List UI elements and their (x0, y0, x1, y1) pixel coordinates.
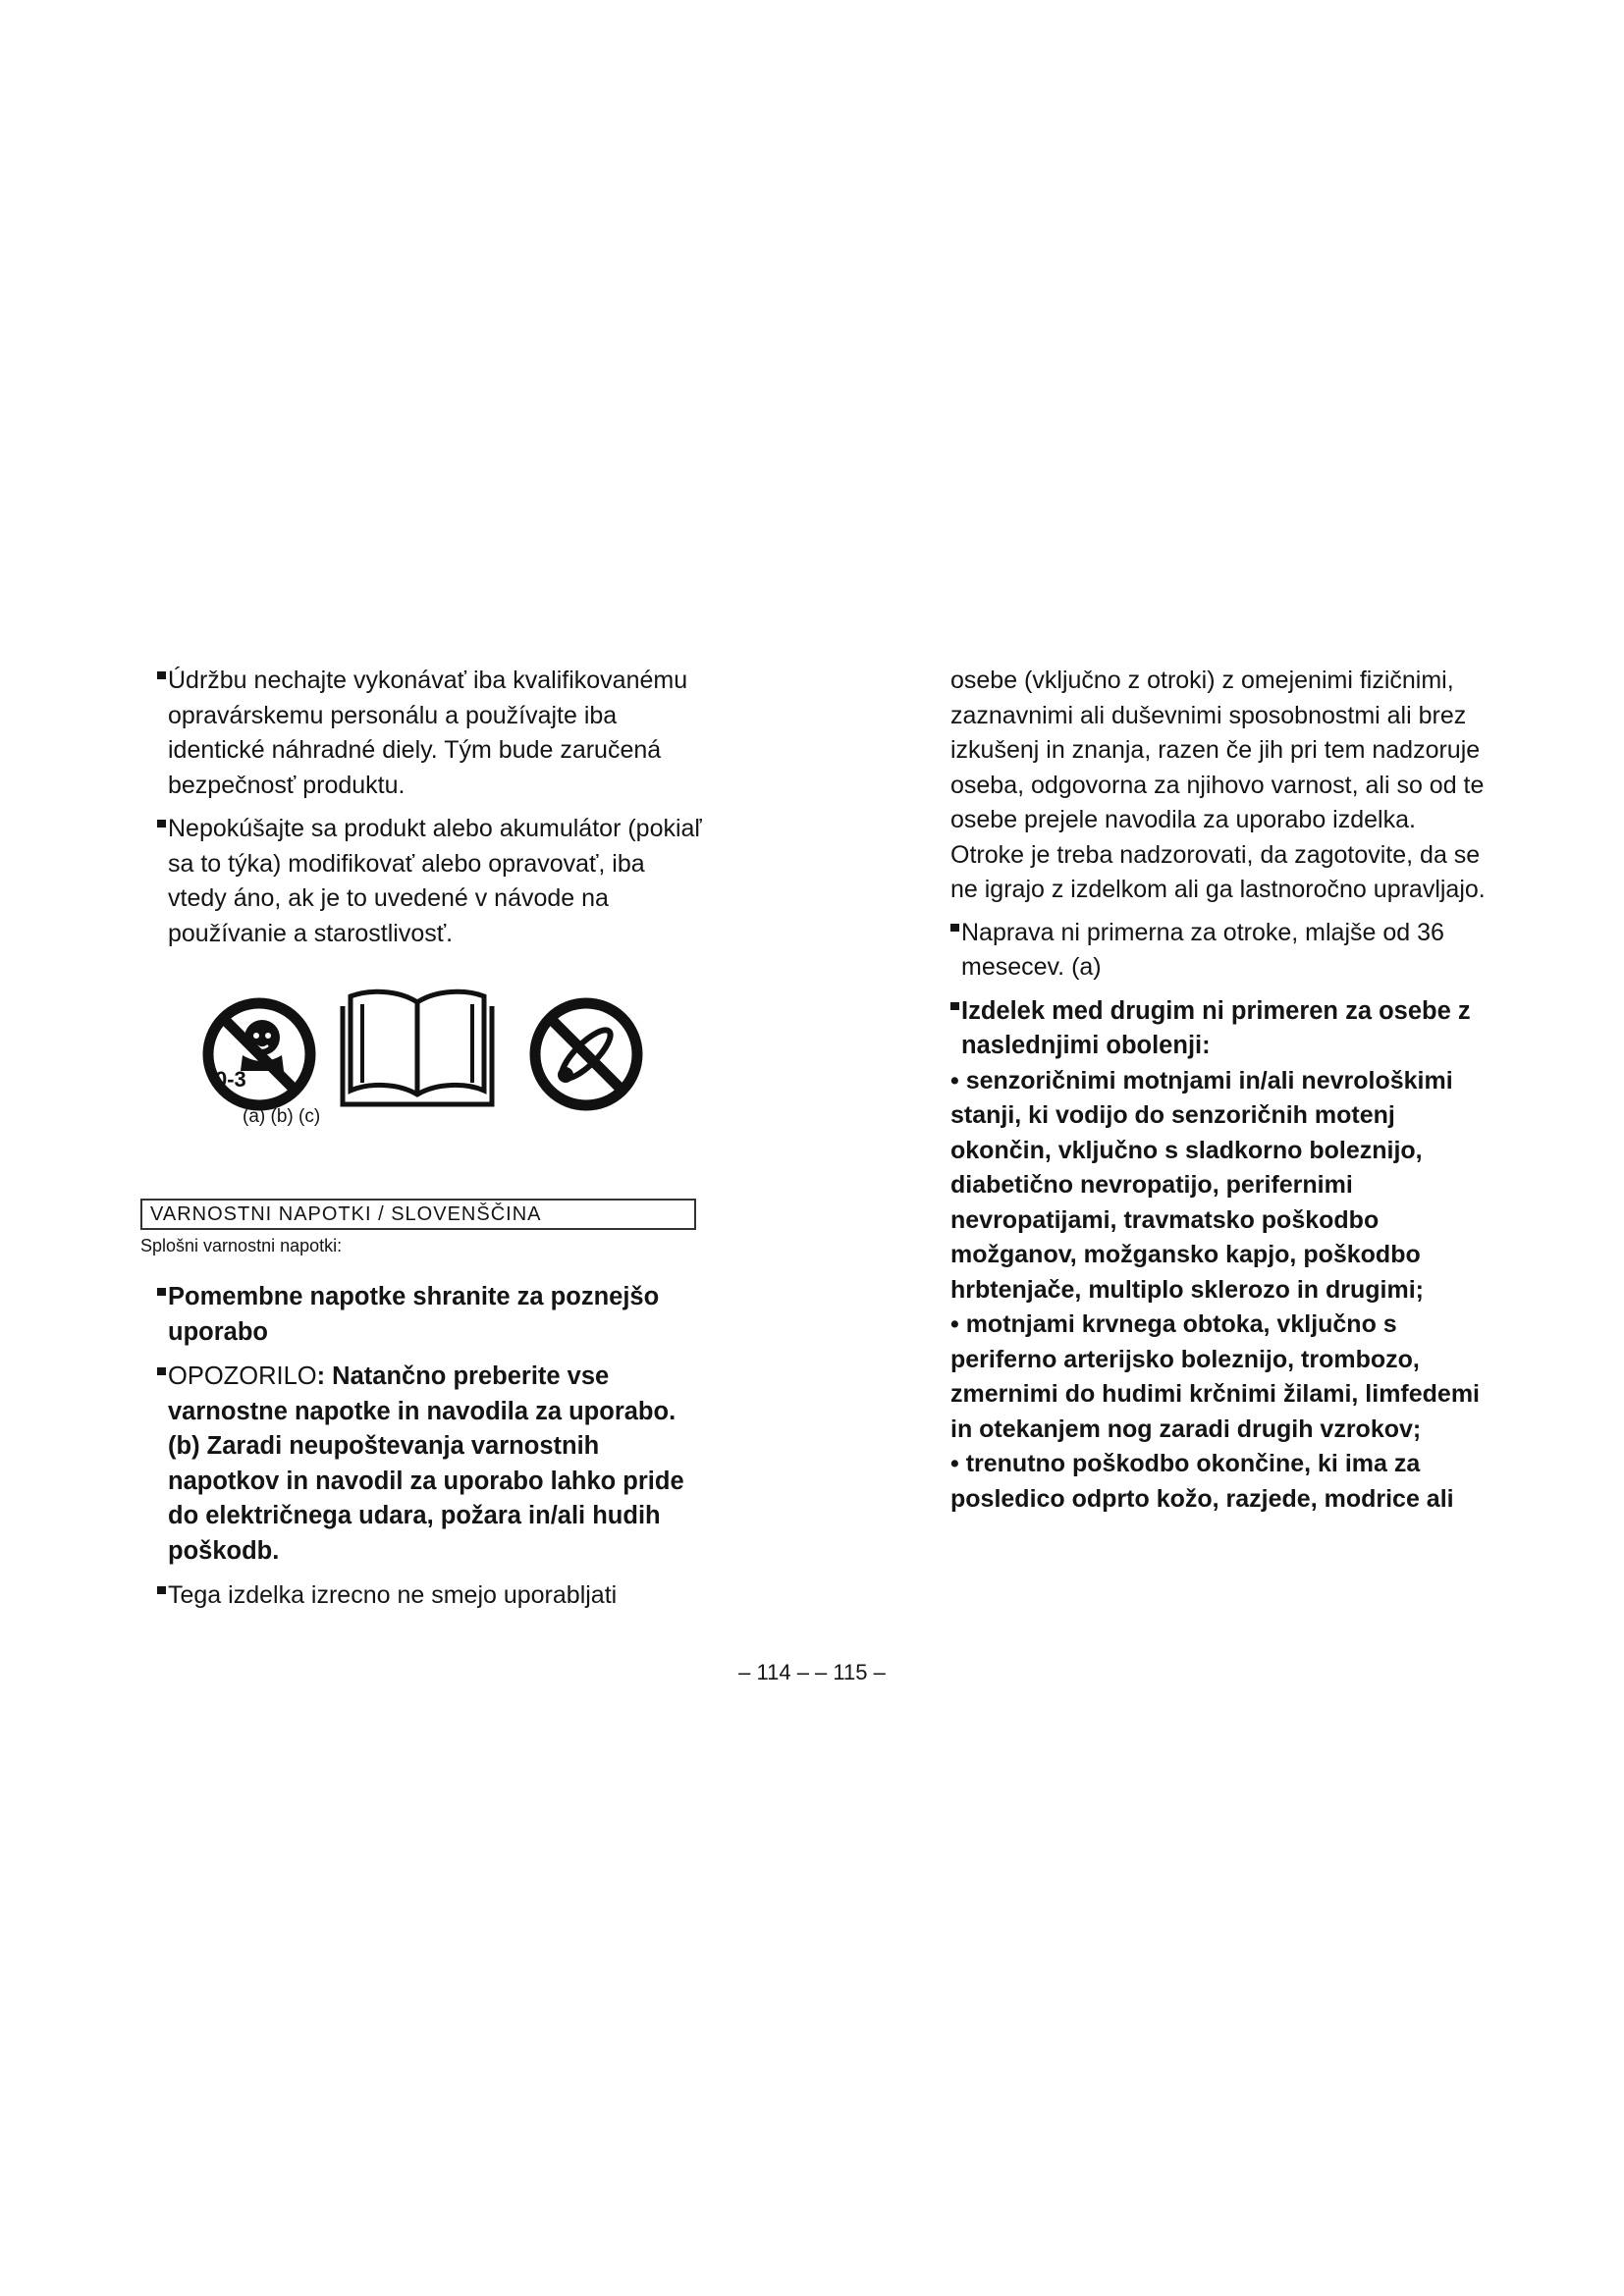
bullet-mark (157, 820, 166, 828)
bullet-mark (157, 1367, 166, 1375)
condition-item: • motnjami krvnega obtoka, vključno s periferno arterijsko boleznijo, trombozo, zmernimi do hudimi krčnimi žilami, limfedemi in otekanjem nog zaradi drugih vzrokov; (950, 1310, 1481, 1443)
warning-symbols (201, 985, 643, 1112)
page-number: – 114 – – 115 – (738, 1660, 886, 1684)
read-manual-icon (339, 985, 496, 1112)
no-child-0-3-icon (201, 996, 317, 1112)
list-item: Tega izdelka izrecno ne smejo uporabljati (157, 1578, 707, 1614)
section-title: VARNOSTNI NAPOTKI / SLOVENŠČINA (140, 1199, 696, 1230)
condition-item: • senzoričnimi motnjami in/ali nevrološkimi stanji, ki vodijo do senzoričnih motenj okončin, vključno s sladkorno boleznijo, diabetično nevropatijo, perifernimi nevropatijami, travmatsko poškodbo možganov, možgansko kapjo, poškodbo hrbtenjače, multiplo sklerozo in drugimi; (950, 1066, 1453, 1304)
list-item: Naprava ni primerna za otroke, mlajše od 36 mesecev. (a) (950, 916, 1496, 986)
bullet-mark (950, 924, 959, 932)
no-safety-pin-icon (528, 996, 644, 1112)
condition-item: • trenutno poškodbo okončine, ki ima za posledico odprto kožo, razjede, modrice ali (950, 1450, 1454, 1513)
paragraph: Otroke je treba nadzorovati, da zagotovite, da se ne igrajo z izdelkom ali ga lastnoročno upravljajo. (950, 840, 1486, 903)
bullet-mark (157, 671, 166, 679)
warning-label: OPOZORILO (168, 1362, 317, 1390)
bullet-mark (157, 1288, 166, 1296)
list-item: OPOZORILO: Natančno preberite vse varnostne napotke in navodila za uporabo. (b) Zaradi neupoštevanja varnostnih napotkov in navodil za uporabo lahko pride do električnega udara, požara in/ali hudih poškodb. (157, 1360, 707, 1569)
section-subtitle: Splošni varnostni napotki: (140, 1236, 343, 1255)
right-column (950, 664, 1496, 1517)
svg-text:0-3: 0-3 (215, 1067, 246, 1092)
paragraph: osebe (vključno z otroki) z omejenimi fizičnimi, zaznavnimi ali duševnimi sposobnostmi ali brez izkušenj in znanja, razen če jih pri tem nadzoruje oseba, odgovorna za njihovo varnost, ali so od te osebe prejele navodila za uporabo izdelka. (950, 667, 1485, 833)
list-item: Nepokúšajte sa produkt alebo akumulátor (pokiaľ sa to týka) modifikovať alebo opravovať, iba vtedy áno, ak je to uvedené v návode na používanie a starostlivosť. (157, 812, 707, 951)
left-column-top (157, 664, 707, 960)
list-item: Údržbu nechajte vykonávať iba kvalifikovanému opravárskemu personálu a používajte iba identické náhradné diely. Tým bude zaručená bezpečnosť produktu. (157, 664, 707, 803)
bullet-mark (950, 1002, 959, 1010)
list-item: Pomembne napotke shranite za poznejšo uporabo (157, 1280, 707, 1350)
left-column-bottom (157, 1280, 707, 1624)
symbols-caption: (a) (b) (c) (243, 1106, 321, 1127)
bullet-mark (157, 1586, 166, 1594)
list-item: Izdelek med drugim ni primeren za osebe z naslednjimi obolenji: (950, 994, 1496, 1064)
